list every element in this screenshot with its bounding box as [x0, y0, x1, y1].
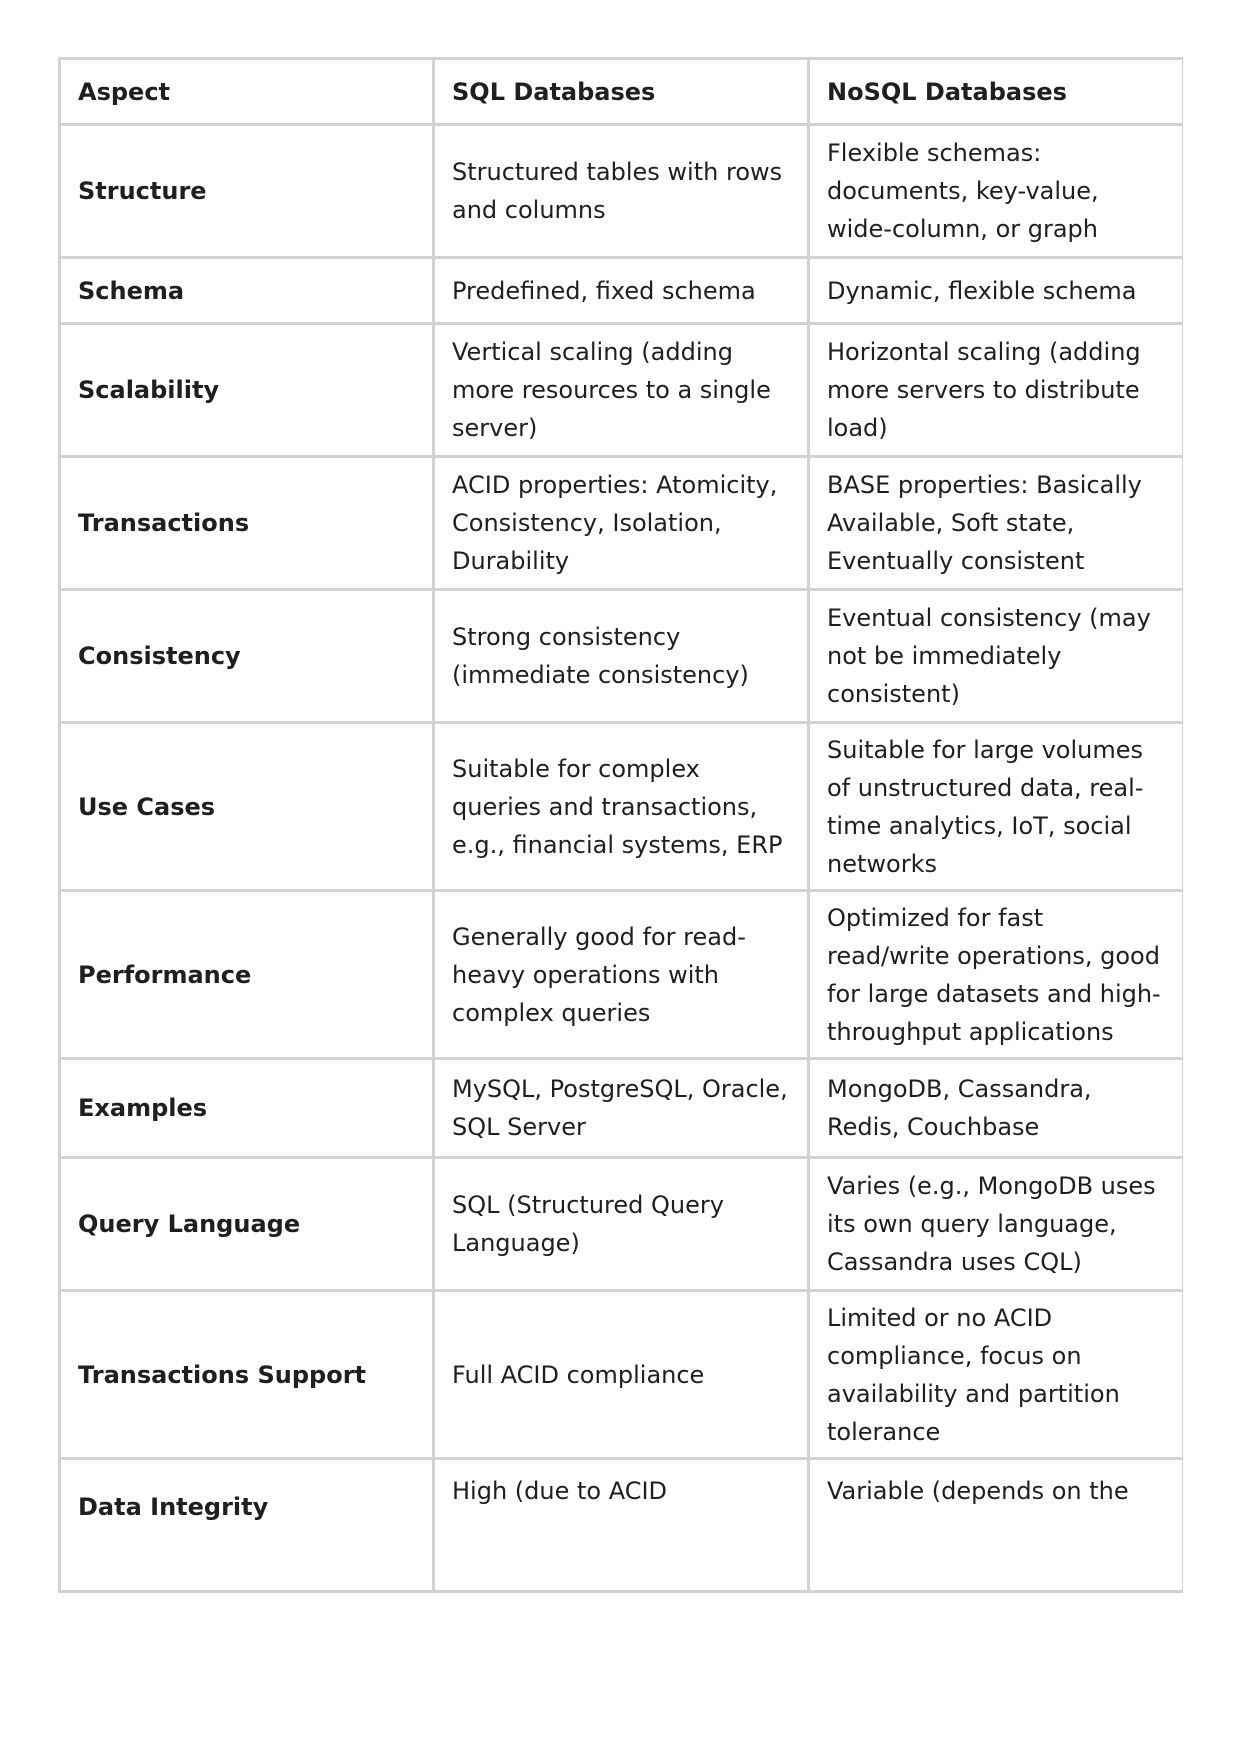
- row-sql-cell: SQL (Structured Query Language): [434, 1158, 809, 1291]
- row-aspect-cell: Query Language: [60, 1158, 434, 1291]
- table-row: [60, 590, 1184, 723]
- table-row: [60, 1291, 1184, 1459]
- row-sql-cell: Structured tables with rows and columns: [434, 125, 809, 258]
- table-row: [60, 1158, 1184, 1291]
- row-nosql-cell: Flexible schemas: documents, key-value, wide-column, or graph: [809, 125, 1184, 258]
- table-row: [60, 1459, 1184, 1592]
- row-aspect-cell: Transactions Support: [60, 1291, 434, 1459]
- row-nosql-cell: Limited or no ACID compliance, focus on availability and partition tolerance: [809, 1291, 1184, 1459]
- row-aspect-cell: Examples: [60, 1059, 434, 1158]
- comparison-table-container: [58, 57, 1183, 1700]
- row-nosql-cell: Varies (e.g., MongoDB uses its own query language, Cassandra uses CQL): [809, 1158, 1184, 1291]
- header-aspect: Aspect: [60, 59, 434, 125]
- header-sql-databases: SQL Databases: [434, 59, 809, 125]
- table-header-row: [60, 59, 1184, 125]
- table-row: [60, 324, 1184, 457]
- row-sql-cell: Vertical scaling (adding more resources to a single server): [434, 324, 809, 457]
- row-nosql-cell: Dynamic, flexible schema: [809, 258, 1184, 324]
- row-sql-cell: Suitable for complex queries and transactions, e.g., financial systems, ERP: [434, 723, 809, 891]
- comparison-table: [58, 57, 1183, 1593]
- row-aspect-cell: Data Integrity: [60, 1459, 434, 1592]
- row-sql-cell: ACID properties: Atomicity, Consistency, Isolation, Durability: [434, 457, 809, 590]
- row-aspect-cell: Scalability: [60, 324, 434, 457]
- row-aspect-cell: Performance: [60, 891, 434, 1059]
- row-sql-cell: Predefined, fixed schema: [434, 258, 809, 324]
- row-aspect-cell: Consistency: [60, 590, 434, 723]
- row-nosql-cell: MongoDB, Cassandra, Redis, Couchbase: [809, 1059, 1184, 1158]
- row-sql-cell: Full ACID compliance: [434, 1291, 809, 1459]
- table-row: [60, 891, 1184, 1059]
- row-nosql-cell: Eventual consistency (may not be immediately consistent): [809, 590, 1184, 723]
- table-row: [60, 125, 1184, 258]
- row-sql-cell: Strong consistency (immediate consistency): [434, 590, 809, 723]
- row-nosql-cell: Suitable for large volumes of unstructured data, real-time analytics, IoT, social networks: [809, 723, 1184, 891]
- row-nosql-cell: Horizontal scaling (adding more servers to distribute load): [809, 324, 1184, 457]
- table-row: [60, 723, 1184, 891]
- table-row: [60, 1059, 1184, 1158]
- row-nosql-cell: BASE properties: Basically Available, Soft state, Eventually consistent: [809, 457, 1184, 590]
- header-nosql-databases: NoSQL Databases: [809, 59, 1184, 125]
- row-sql-cell: High (due to ACID: [434, 1459, 809, 1592]
- table-row: [60, 258, 1184, 324]
- row-aspect-cell: Use Cases: [60, 723, 434, 891]
- row-aspect-cell: Structure: [60, 125, 434, 258]
- row-aspect-cell: Transactions: [60, 457, 434, 590]
- row-sql-cell: MySQL, PostgreSQL, Oracle, SQL Server: [434, 1059, 809, 1158]
- row-nosql-cell: Optimized for fast read/write operations, good for large datasets and high-throughput applications: [809, 891, 1184, 1059]
- table-row: [60, 457, 1184, 590]
- row-sql-cell: Generally good for read-heavy operations with complex queries: [434, 891, 809, 1059]
- row-aspect-cell: Schema: [60, 258, 434, 324]
- row-nosql-cell: Variable (depends on the: [809, 1459, 1184, 1592]
